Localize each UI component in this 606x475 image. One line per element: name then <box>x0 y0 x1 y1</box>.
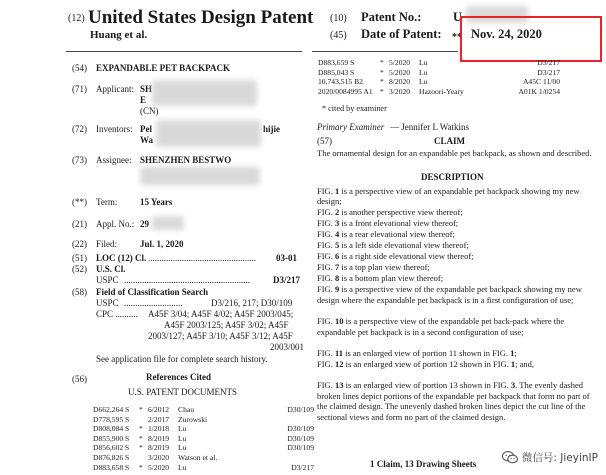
term-tag: (**) <box>72 197 87 207</box>
reference-star: * <box>139 443 143 453</box>
search-uspc-value: D3/216, 217; D30/109 <box>211 298 293 308</box>
figure-description: FIG. 7 is a top plan view thereof; <box>317 262 430 273</box>
search-tag: (58) <box>72 287 87 297</box>
applicant-name-2: E <box>140 95 147 105</box>
redacted-appl-no <box>152 216 184 230</box>
loc-value: 03-01 <box>276 253 297 263</box>
reference-star: * <box>139 424 143 434</box>
figure-description: FIG. 13 is an enlarged view of portion 13 shown in FIG. 3. The evenly dashed broken lines depict portions of the expandable pet backpack that form no part of the claimed design. The unevenly dashed broken lines depict the cut line of the sectional views and form no part of the claimed design. <box>317 380 590 422</box>
reference-no: D883,658 S <box>93 462 130 472</box>
assignee-name: SHENZHEN BESTWO <box>140 155 232 165</box>
reference-name: Lu <box>178 462 187 472</box>
figure-description: FIG. 3 is a front elevational view thereof; <box>317 218 459 229</box>
appl-no-tag: (21) <box>72 219 87 229</box>
cpc-line-1: A45F 3/04; A45F 4/02; A45F 2003/045; <box>148 309 294 319</box>
us-cl-label: U.S. Cl. <box>96 264 126 274</box>
reference-continued-row <box>318 68 560 77</box>
figure-description: FIG. 8 is a bottom plan view thereof; <box>317 273 444 284</box>
search-cpc-label: CPC .......... <box>96 309 138 319</box>
reference-continued-row <box>318 77 560 86</box>
reference-continued-date: 8/2020 <box>389 77 411 87</box>
applicant-name: SH <box>140 84 153 94</box>
header-divider-right <box>312 51 458 52</box>
references-subtitle: U.S. PATENT DOCUMENTS <box>128 387 238 397</box>
us-cl-tag: (52) <box>72 264 87 274</box>
cited-note: * cited by examiner <box>322 104 387 113</box>
patent-no-label: Patent No.: <box>361 10 422 24</box>
reference-row <box>93 434 314 443</box>
inventors-tag: (72) <box>72 124 87 134</box>
reference-continued-name: Hazoori-Yeary <box>419 86 464 96</box>
reference-date: 8/2019 <box>148 433 170 443</box>
search-label: Field of Classification Search <box>96 287 209 297</box>
reference-name: Watson et al. <box>178 453 218 462</box>
date-label: Date of Patent: <box>361 27 442 41</box>
reference-continued-cls: D3/217 <box>537 67 560 77</box>
applicant-label: Applicant: <box>96 84 134 94</box>
patent-no-tag: (10) <box>330 13 347 24</box>
reference-date: 8/2019 <box>148 443 170 453</box>
reference-name: Lu <box>178 443 187 453</box>
examiner-label: Primary Examiner <box>317 122 385 132</box>
us-cl-uspc: USPC <box>96 275 119 285</box>
reference-date: 1/2018 <box>148 424 170 434</box>
applicant-tag: (71) <box>72 84 87 94</box>
reference-continued-name: Lu <box>419 58 428 67</box>
reference-continued-no: D885,043 S <box>318 67 355 77</box>
reference-continued-row <box>318 87 560 96</box>
inventor-name-2: Wa <box>140 135 154 145</box>
doc-kind-tag: (12) <box>68 13 85 24</box>
sheets-footer: 1 Claim, 13 Drawing Sheets <box>370 459 477 469</box>
page-title: United States Design Patent <box>88 7 314 28</box>
filed-tag: (22) <box>72 239 87 249</box>
design-title: EXPANDABLE PET BACKPACK <box>96 63 231 73</box>
cpc-line-3: 2003/127; A45F 3/10; A45F 3/12; A45F <box>148 331 293 341</box>
reference-no: D876,826 S <box>93 453 130 462</box>
figure-description: FIG. 4 is a rear elevational view thereof; <box>317 229 455 240</box>
figure-description: FIG. 9 is a perspective view of the expandable pet backpack showing my new design where the expandable pet backpack is in a first configuration of use; <box>317 284 582 305</box>
figure-description: FIG. 1 is a perspective view of an expandable pet backpack showing my new design; <box>317 186 580 207</box>
inventors-label: Inventors: <box>96 124 133 134</box>
reference-name: Chau <box>178 405 195 414</box>
inventor-name: Pel <box>140 124 152 134</box>
reference-continued-cls: A45C 11/00 <box>522 77 560 87</box>
cpc-line-4: 2003/001 <box>270 342 305 352</box>
title-tag: (54) <box>72 63 87 73</box>
reference-continued-cls: A01K 1/0254 <box>518 86 560 96</box>
reference-cls: D3/217 <box>291 462 314 472</box>
reference-star: * <box>139 405 143 414</box>
figure-description: FIG. 11 is an enlarged view of portion 11 shown in FIG. 1; <box>317 348 517 358</box>
patent-date: Nov. 24, 2020 <box>471 27 542 41</box>
header-divider-left <box>66 51 302 52</box>
claim-title: CLAIM <box>434 136 465 146</box>
reference-continued-name: Lu <box>419 67 428 77</box>
date-marker: ** <box>452 32 462 43</box>
reference-continued-no: D883,659 S <box>318 58 355 67</box>
inventor-line: Huang et al. <box>90 29 148 41</box>
reference-no: D855,900 S <box>93 433 130 443</box>
reference-star: * <box>139 433 143 443</box>
term-label: Term: <box>96 197 118 207</box>
reference-name: Lu <box>178 433 187 443</box>
reference-name: Lu <box>178 424 187 434</box>
patent-no-value: U <box>453 10 463 24</box>
reference-continued-no: 2020/0084995 A1 <box>318 86 373 96</box>
cpc-line-2: A45F 2003/125; A45F 3/02; A45F <box>164 320 289 330</box>
reference-row <box>93 463 314 472</box>
inventor-suffix: hijie <box>263 124 280 134</box>
figure-description: FIG. 6 is a right side elevational view thereof; <box>317 251 474 262</box>
redacted-assignee <box>140 167 260 185</box>
reference-cls: D30/109 <box>287 424 314 434</box>
loc-tag: (51) <box>72 253 87 263</box>
reference-continued-no: 10,743,515 B2 <box>318 77 363 87</box>
applicant-country: (CN) <box>140 106 159 116</box>
reference-continued-name: Lu <box>419 77 428 87</box>
reference-no: D662,264 S <box>93 405 130 414</box>
reference-date: 5/2020 <box>148 462 170 472</box>
search-uspc-label: USPC <box>96 298 119 308</box>
reference-row <box>93 443 314 452</box>
filed-value: Jul. 1, 2020 <box>140 239 184 249</box>
examiner-name: — Jennifer L Watkins <box>390 122 470 132</box>
loc-label: LOC (12) Cl. <box>96 253 147 263</box>
reference-continued-date: 3/2020 <box>389 86 411 96</box>
reference-date: 3/2020 <box>148 453 170 462</box>
reference-continued-row <box>318 58 560 67</box>
watermark-text: 微信号: JieyinIP <box>521 452 598 464</box>
reference-no: D856,602 S <box>93 443 130 453</box>
reference-cls: D30/109 <box>287 443 314 453</box>
redacted-inventors <box>156 120 261 147</box>
wechat-watermark <box>502 450 598 465</box>
filed-label: Filed: <box>96 239 118 249</box>
reference-cls: D30/109 <box>287 433 314 443</box>
reference-continued-date: 5/2020 <box>389 67 411 77</box>
search-uspc-dots: .......................... <box>124 298 183 308</box>
figure-description: FIG. 12 is an enlarged view of portion 12 shown in FIG. 1; and, <box>317 359 535 369</box>
search-history-note: See application file for complete search history. <box>96 354 268 364</box>
references-title: References Cited <box>146 372 212 382</box>
reference-no: D808,084 S <box>93 424 130 434</box>
assignee-label: Assignee: <box>96 155 132 165</box>
reference-row <box>93 424 314 433</box>
date-highlight-box <box>460 16 602 62</box>
us-cl-value: D3/217 <box>273 275 300 285</box>
reference-name: Zurowski <box>178 414 208 424</box>
reference-continued-star: * <box>380 67 384 77</box>
references-tag: (56) <box>72 374 87 384</box>
reference-continued-star: * <box>380 77 384 87</box>
loc-dots: ................................................ <box>148 253 256 263</box>
appl-no-label: Appl. No.: <box>96 219 135 229</box>
figure-description: FIG. 5 is a left side elevational view thereof; <box>317 240 469 251</box>
figure-description: FIG. 10 is a perspective view of the expandable pet back-pack where the expandable pet backpack is in a second configuration of use; <box>317 316 565 337</box>
us-cl-dots: ........................................................ <box>124 275 250 285</box>
reference-continued-cls: D3/217 <box>537 58 560 67</box>
reference-no: D778,595 S <box>93 414 130 424</box>
redacted-applicant <box>152 80 257 106</box>
claim-text: The ornamental design for an expandable pet backpack, as shown and described. <box>317 148 592 158</box>
reference-continued-star: * <box>380 86 384 96</box>
claim-tag: (57) <box>317 136 332 146</box>
term-value: 15 Years <box>140 197 173 207</box>
reference-star: * <box>139 462 143 472</box>
description-title: DESCRIPTION <box>421 172 484 182</box>
assignee-tag: (73) <box>72 155 87 165</box>
reference-row <box>93 415 314 424</box>
wechat-icon <box>502 451 518 464</box>
reference-cls: D30/109 <box>287 405 314 414</box>
figure-description: FIG. 2 is another perspective view thereof; <box>317 207 463 218</box>
date-tag: (45) <box>330 30 347 41</box>
reference-row <box>93 405 314 414</box>
reference-continued-date: 5/2020 <box>389 58 411 67</box>
reference-continued-star: * <box>380 58 384 67</box>
reference-row <box>93 453 314 462</box>
reference-date: 6/2012 <box>148 405 170 414</box>
reference-date: 2/2017 <box>148 414 170 424</box>
appl-no-value: 29 <box>140 219 149 229</box>
